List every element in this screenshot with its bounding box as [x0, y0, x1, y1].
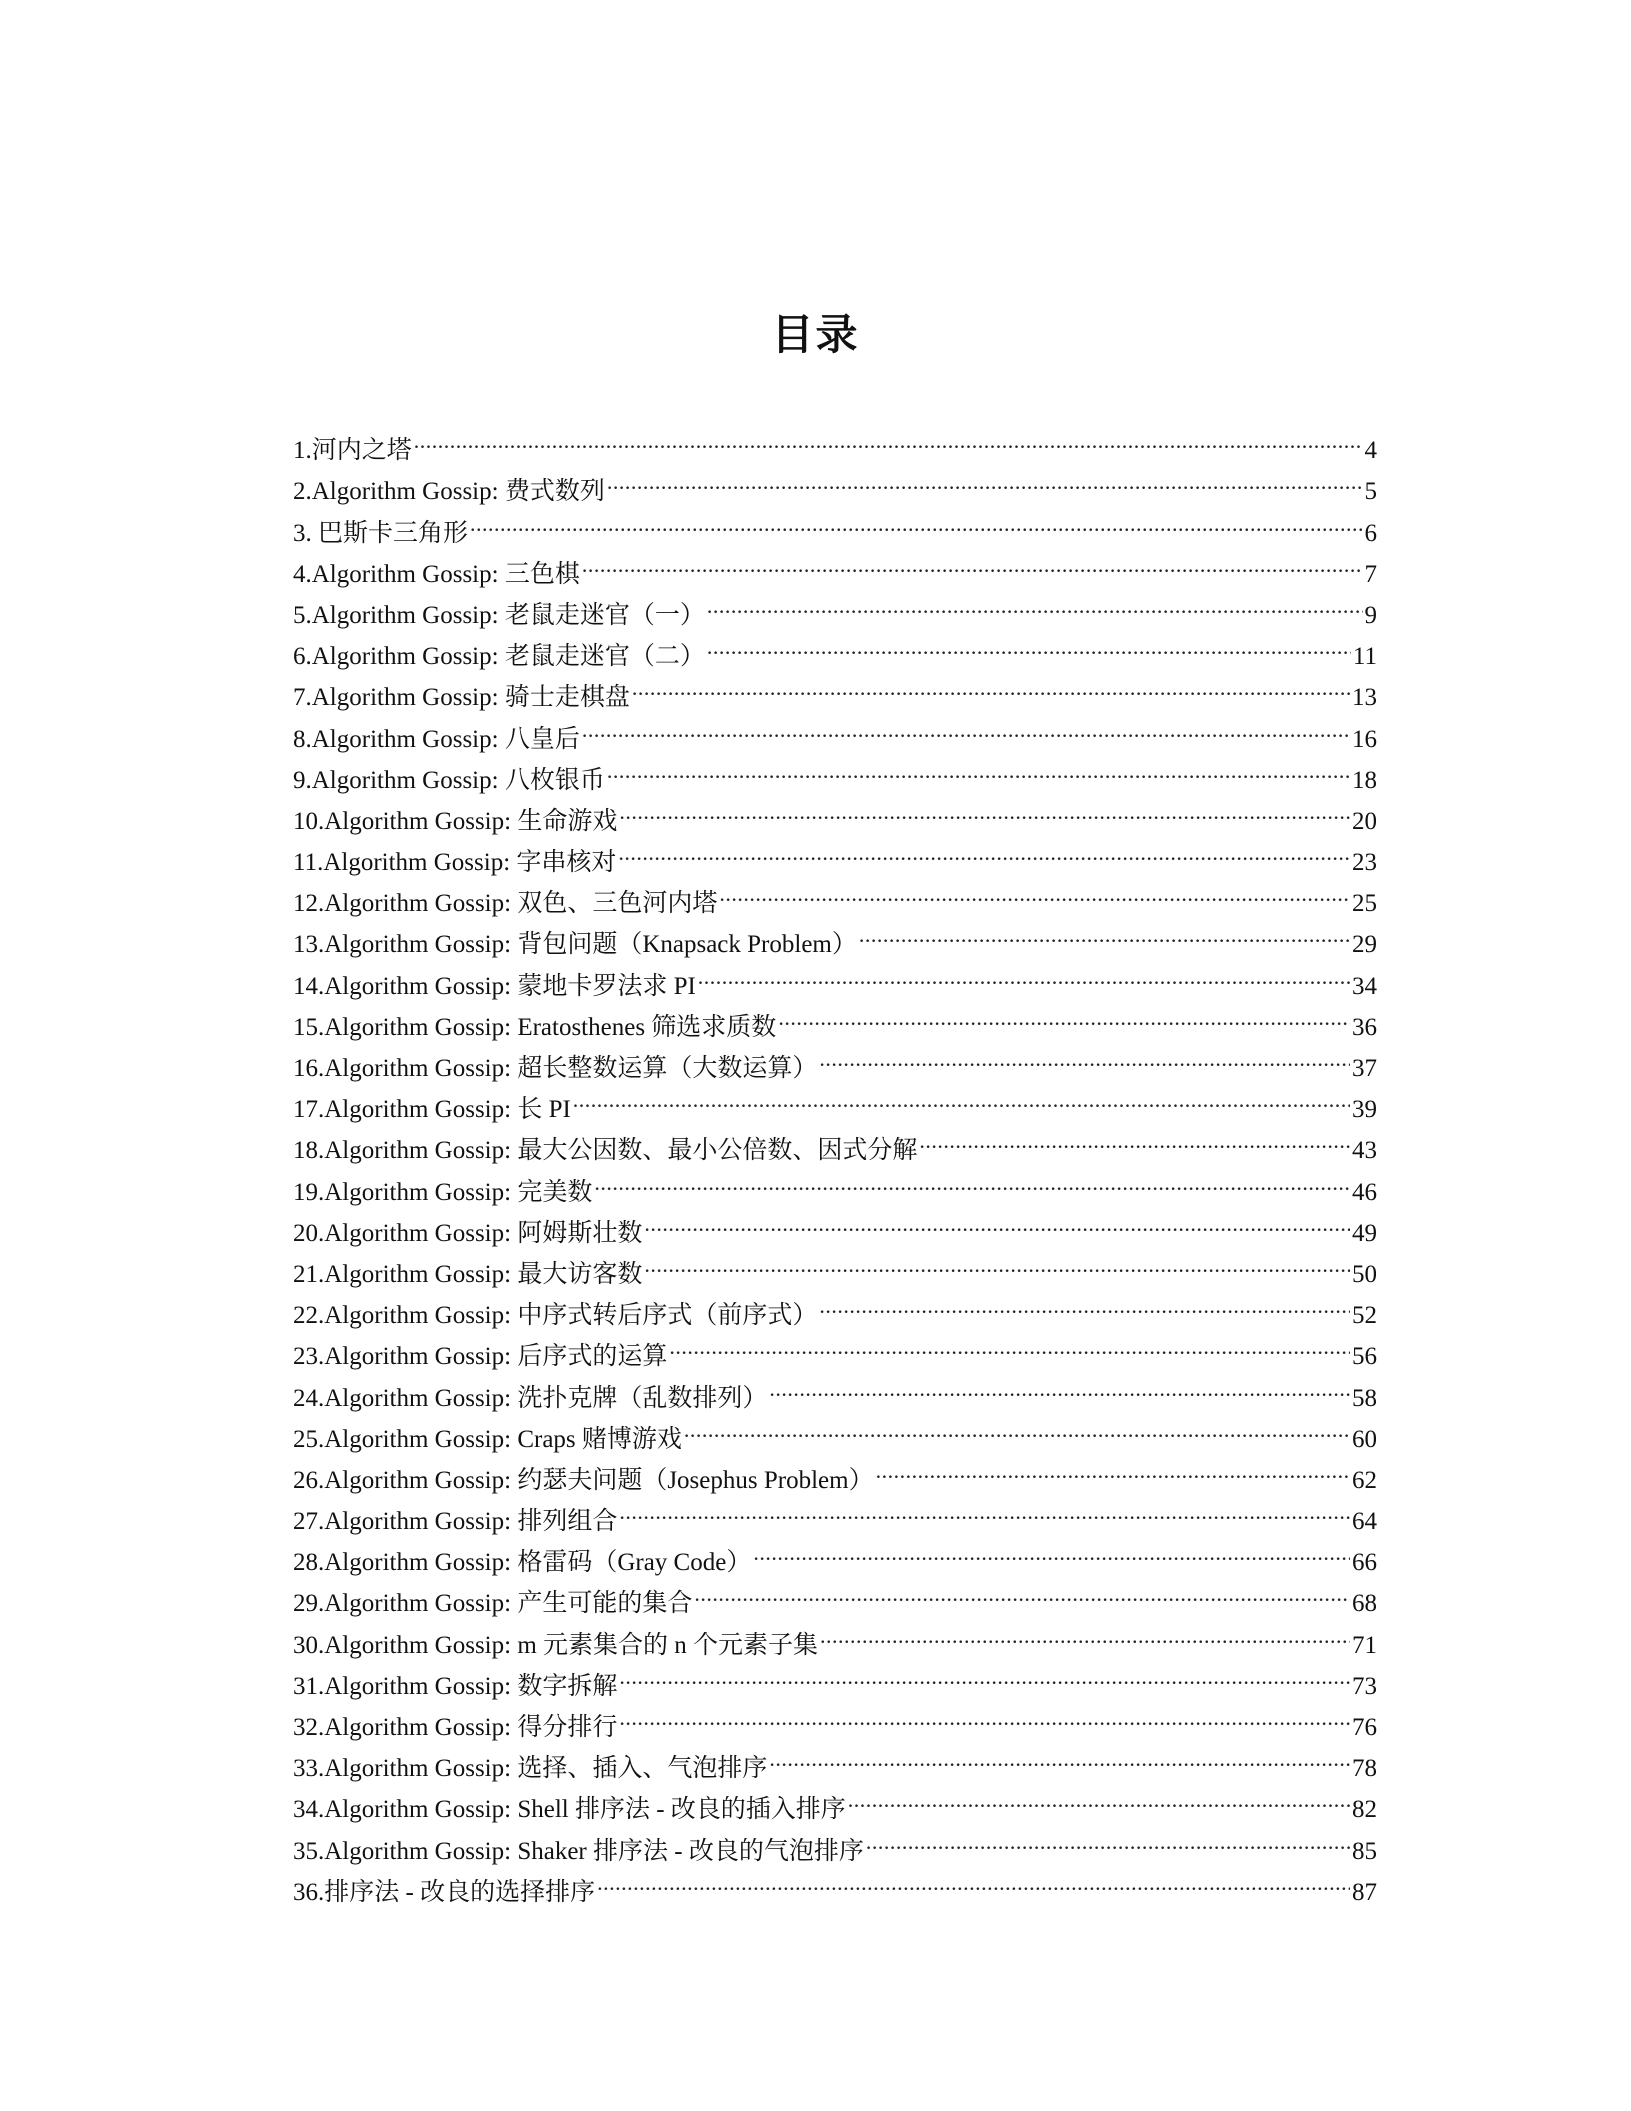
toc-entry-title: 20.Algorithm Gossip: 阿姆斯壮数 — [293, 1219, 643, 1247]
toc-entry-title: 13.Algorithm Gossip: 背包问题（Knapsack Problem） — [293, 931, 857, 959]
toc-entry-title: 15.Algorithm Gossip: Eratosthenes 筛选求质数 — [293, 1013, 777, 1041]
toc-entry-page: 25 — [1352, 890, 1377, 918]
toc-entry-title: 7.Algorithm Gossip: 骑士走棋盘 — [293, 684, 630, 712]
dot-leader — [582, 705, 1350, 746]
toc-entry-page: 37 — [1352, 1055, 1377, 1082]
toc-entry-page: 58 — [1352, 1384, 1377, 1412]
dot-leader — [594, 1158, 1350, 1199]
toc-entry-title: 34.Algorithm Gossip: Shell 排序法 - 改良的插入排序 — [293, 1796, 846, 1824]
dot-leader — [707, 623, 1351, 664]
dot-leader — [669, 1323, 1350, 1364]
toc-entry-title: 11.Algorithm Gossip: 字串核对 — [293, 849, 617, 877]
dot-leader — [582, 541, 1363, 582]
toc-entry-page: 16 — [1352, 725, 1377, 753]
toc-entry[interactable] — [293, 458, 1377, 506]
dot-leader — [607, 458, 1363, 499]
dot-leader — [573, 1076, 1350, 1117]
dot-leader — [707, 582, 1363, 623]
toc-entry-title: 19.Algorithm Gossip: 完美数 — [293, 1178, 593, 1206]
dot-leader — [470, 499, 1362, 540]
dot-leader — [698, 952, 1350, 993]
toc-entry-page: 7 — [1364, 560, 1377, 588]
toc-entry-page: 39 — [1352, 1096, 1377, 1124]
toc-entry-page: 5 — [1364, 478, 1377, 506]
dot-leader — [769, 1735, 1350, 1776]
dot-leader — [644, 1200, 1350, 1241]
dot-leader — [414, 417, 1363, 458]
toc-entry-page: 18 — [1352, 766, 1377, 794]
toc-entry-page: 78 — [1352, 1755, 1377, 1783]
toc-entry-title: 22.Algorithm Gossip: 中序式转后序式（前序式） — [293, 1302, 818, 1330]
toc-entry-title: 2.Algorithm Gossip: 费式数列 — [293, 478, 605, 506]
toc-entry-page: 52 — [1352, 1302, 1377, 1330]
toc-entry-title: 26.Algorithm Gossip: 约瑟夫问题（Josephus Problem） — [293, 1466, 874, 1494]
dot-leader — [619, 1653, 1350, 1694]
toc-entry-page: 4 — [1364, 437, 1377, 465]
dot-leader — [919, 1117, 1350, 1158]
dot-leader — [753, 1529, 1350, 1570]
toc-entry-title: 31.Algorithm Gossip: 数字拆解 — [293, 1672, 618, 1700]
dot-leader — [820, 1611, 1350, 1652]
dot-leader — [694, 1570, 1350, 1611]
toc-entry-page: 9 — [1364, 601, 1377, 629]
toc-entry-title: 24.Algorithm Gossip: 洗扑克牌（乱数排列） — [293, 1384, 768, 1412]
dot-leader — [819, 1035, 1350, 1076]
toc-entry-page: 56 — [1352, 1343, 1377, 1371]
toc-entry-page: 20 — [1352, 807, 1377, 835]
toc-entry-page: 64 — [1352, 1508, 1377, 1536]
dot-leader — [619, 1488, 1350, 1529]
toc-entry-title: 23.Algorithm Gossip: 后序式的运算 — [293, 1343, 668, 1371]
dot-leader — [619, 1694, 1350, 1735]
toc-entry-title: 8.Algorithm Gossip: 八皇后 — [293, 725, 580, 753]
toc-entry-page: 49 — [1352, 1219, 1377, 1247]
toc-entry-page: 43 — [1352, 1137, 1377, 1165]
toc-entry-page: 60 — [1352, 1425, 1377, 1453]
dot-leader — [618, 829, 1350, 870]
dot-leader — [819, 1282, 1350, 1323]
toc-entry-title: 25.Algorithm Gossip: Craps 赌博游戏 — [293, 1425, 682, 1453]
toc-entry[interactable] — [293, 417, 1377, 465]
toc-entry-page: 87 — [1352, 1878, 1377, 1906]
toc-entry-title: 6.Algorithm Gossip: 老鼠走迷官（二） — [293, 643, 705, 671]
dot-leader — [848, 1776, 1350, 1817]
dot-leader — [778, 994, 1350, 1035]
toc-entry-title: 36.排序法 - 改良的选择排序 — [293, 1878, 596, 1906]
toc-entry-title: 28.Algorithm Gossip: 格雷码（Gray Code） — [293, 1549, 752, 1577]
toc-entry-page: 6 — [1364, 519, 1377, 547]
toc-entry-title: 9.Algorithm Gossip: 八枚银币 — [293, 766, 605, 794]
toc-entry-title: 29.Algorithm Gossip: 产生可能的集合 — [293, 1590, 693, 1618]
dot-leader — [859, 911, 1350, 952]
toc-entry-title: 3. 巴斯卡三角形 — [293, 519, 469, 547]
toc-entry-page: 34 — [1352, 972, 1377, 1000]
toc-entry-title: 4.Algorithm Gossip: 三色棋 — [293, 560, 580, 588]
toc-entry-title: 5.Algorithm Gossip: 老鼠走迷官（一） — [293, 601, 705, 629]
dot-leader — [876, 1447, 1350, 1488]
toc-entry-page: 29 — [1352, 931, 1377, 959]
toc-entry-page: 62 — [1352, 1466, 1377, 1494]
toc-entry-title: 16.Algorithm Gossip: 超长整数运算（大数运算） — [293, 1055, 818, 1082]
toc-entry-page: 13 — [1352, 684, 1377, 712]
dot-leader — [684, 1406, 1350, 1447]
dot-leader — [607, 747, 1350, 788]
table-of-contents — [293, 417, 1377, 1906]
toc-entry-title: 18.Algorithm Gossip: 最大公因数、最小公倍数、因式分解 — [293, 1137, 918, 1165]
toc-entry-title: 14.Algorithm Gossip: 蒙地卡罗法求 PI — [293, 972, 696, 1000]
dot-leader — [866, 1817, 1350, 1858]
toc-entry-page: 68 — [1352, 1590, 1377, 1618]
dot-leader — [597, 1859, 1350, 1900]
toc-entry-page: 82 — [1352, 1796, 1377, 1824]
dot-leader — [769, 1364, 1350, 1405]
toc-entry-title: 10.Algorithm Gossip: 生命游戏 — [293, 807, 618, 835]
toc-entry-title: 17.Algorithm Gossip: 长 PI — [293, 1096, 571, 1124]
toc-entry-page: 36 — [1352, 1013, 1377, 1041]
toc-entry-page: 11 — [1352, 643, 1377, 671]
toc-entry-title: 21.Algorithm Gossip: 最大访客数 — [293, 1260, 643, 1288]
toc-entry-title: 1.河内之塔 — [293, 437, 412, 465]
dot-leader — [719, 870, 1350, 911]
toc-entry-title: 12.Algorithm Gossip: 双色、三色河内塔 — [293, 890, 718, 918]
toc-entry-title: 33.Algorithm Gossip: 选择、插入、气泡排序 — [293, 1755, 768, 1783]
toc-entry-page: 73 — [1352, 1672, 1377, 1700]
toc-entry-page: 46 — [1352, 1178, 1377, 1206]
dot-leader — [619, 788, 1350, 829]
dot-leader — [632, 664, 1350, 705]
dot-leader — [644, 1241, 1350, 1282]
toc-entry-page: 71 — [1352, 1631, 1377, 1659]
toc-entry-page: 85 — [1352, 1837, 1377, 1865]
page-title: 目录 — [771, 313, 860, 359]
toc-entry-page: 76 — [1352, 1714, 1377, 1741]
toc-entry-title: 35.Algorithm Gossip: Shaker 排序法 - 改良的气泡排序 — [293, 1837, 864, 1865]
toc-entry-title: 27.Algorithm Gossip: 排列组合 — [293, 1508, 618, 1536]
toc-entry-page: 66 — [1352, 1549, 1377, 1577]
toc-entry-title: 30.Algorithm Gossip: m 元素集合的 n 个元素子集 — [293, 1631, 819, 1659]
toc-entry-title: 32.Algorithm Gossip: 得分排行 — [293, 1714, 618, 1741]
toc-entry-page: 23 — [1352, 849, 1377, 877]
toc-entry-page: 50 — [1352, 1260, 1377, 1288]
